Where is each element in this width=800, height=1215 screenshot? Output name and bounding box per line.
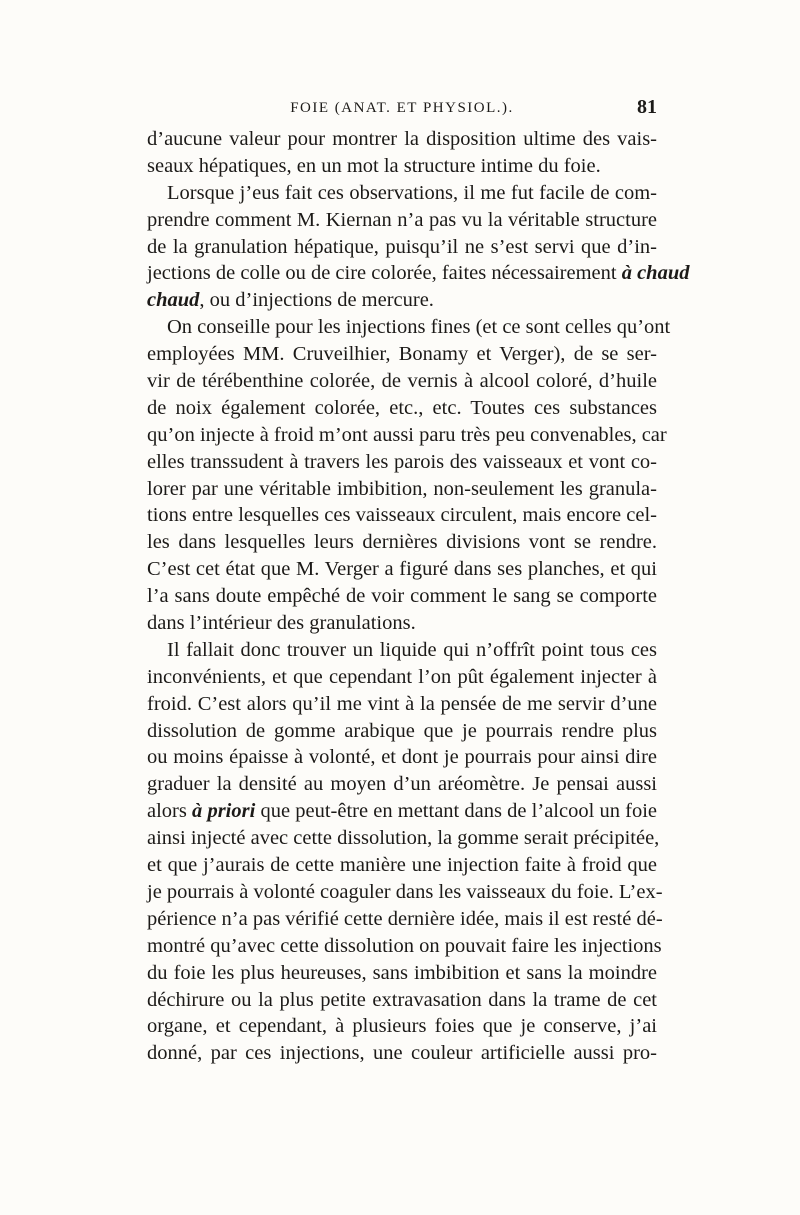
text-line <box>147 287 657 314</box>
text-line: je pourrais à volonté coaguler dans les vaisseaux du foie. L’ex- <box>147 880 663 903</box>
text-run: que peut-être en mettant dans de l’alcool un foie <box>260 800 657 823</box>
text-line: vir de térébenthine colorée, de vernis à alcool coloré, d’huile <box>147 370 657 393</box>
text-line: et que j’aurais de cette manière une injection faite à froid que <box>147 854 657 877</box>
text-line: périence n’a pas vérifié cette dernière idée, mais il est resté dé- <box>147 907 663 930</box>
text-line: du foie les plus heureuses, sans imbibition et sans la moindre <box>147 961 657 984</box>
text-line: ainsi injecté avec cette dissolution, la gomme serait précipitée, <box>147 827 660 850</box>
text-line: de noix également colorée, etc., etc. Toutes ces substances <box>147 396 657 419</box>
text-line: donné, par ces injections, une couleur artificielle aussi pro- <box>147 1042 657 1065</box>
page-header <box>147 96 657 124</box>
text-line: d’aucune valeur pour montrer la disposition ultime des vais- <box>147 128 657 150</box>
italic-text: à chaud <box>621 262 690 285</box>
text-line: de la granulation hépatique, puisqu’il ne s’est servi que d’in- <box>147 235 657 258</box>
text-run: , ou d’injections de mercure. <box>199 289 434 312</box>
text-line: tions entre lesquelles ces vaisseaux circulent, mais encore cel- <box>147 504 657 527</box>
text-line: prendre comment M. Kiernan n’a pas vu la véritable structure <box>147 208 657 231</box>
text-line: montré qu’avec cette dissolution on pouvait faire les injections <box>147 934 662 957</box>
text-line: dans l’intérieur des granulations. <box>147 612 416 635</box>
italic-text: à priori <box>192 800 256 823</box>
text-line: employées MM. Cruveilhier, Bonamy et Verger), de se ser- <box>147 343 657 366</box>
text-line: inconvénients, et que cependant l’on pût également injecter à <box>147 665 657 688</box>
text-line: C’est cet état que M. Verger a figuré dans ses planches, et qui <box>147 558 657 581</box>
text-line: déchirure ou la plus petite extravasation dans la trame de cet <box>147 988 657 1011</box>
body-text <box>147 126 690 1067</box>
text-line: ou moins épaisse à volonté, et dont je pourrais pour ainsi dire <box>147 746 657 769</box>
text-line <box>147 260 690 287</box>
text-line: l’a sans doute empêché de voir comment le sang se comporte <box>147 585 657 608</box>
text-line: froid. C’est alors qu’il me vint à la pensée de me servir d’une <box>147 692 657 715</box>
text-line: qu’on injecte à froid m’ont aussi paru très peu convenables, car <box>147 423 667 446</box>
text-line: seaux hépatiques, en un mot la structure intime du foie. <box>147 154 601 177</box>
text-run: jections de colle ou de cire colorée, faites nécessairement <box>147 262 617 285</box>
running-head: FOIE (ANAT. ET PHYSIOL.). <box>290 100 514 116</box>
text-line <box>147 798 657 825</box>
text-line: Il fallait donc trouver un liquide qui n’offrît point tous ces <box>167 638 657 661</box>
text-line: organe, et cependant, à plusieurs foies que je conserve, j’ai <box>147 1015 657 1038</box>
page-number: 81 <box>637 96 657 118</box>
text-line: dissolution de gomme arabique que je pourrais rendre plus <box>147 719 657 742</box>
text-line: les dans lesquelles leurs dernières divisions vont se rendre. <box>147 531 657 554</box>
text-line: graduer la densité au moyen d’un aréomètre. Je pensai aussi <box>147 773 657 796</box>
italic-text: chaud <box>147 289 200 312</box>
text-line: elles transsudent à travers les parois des vaisseaux et vont co- <box>147 450 657 473</box>
text-line: On conseille pour les injections fines (et ce sont celles qu’ont <box>167 316 671 339</box>
text-line: Lorsque j’eus fait ces observations, il me fut facile de com- <box>167 181 657 204</box>
text-run: alors <box>147 800 187 823</box>
text-line: lorer par une véritable imbibition, non-seulement les granula- <box>147 477 657 500</box>
